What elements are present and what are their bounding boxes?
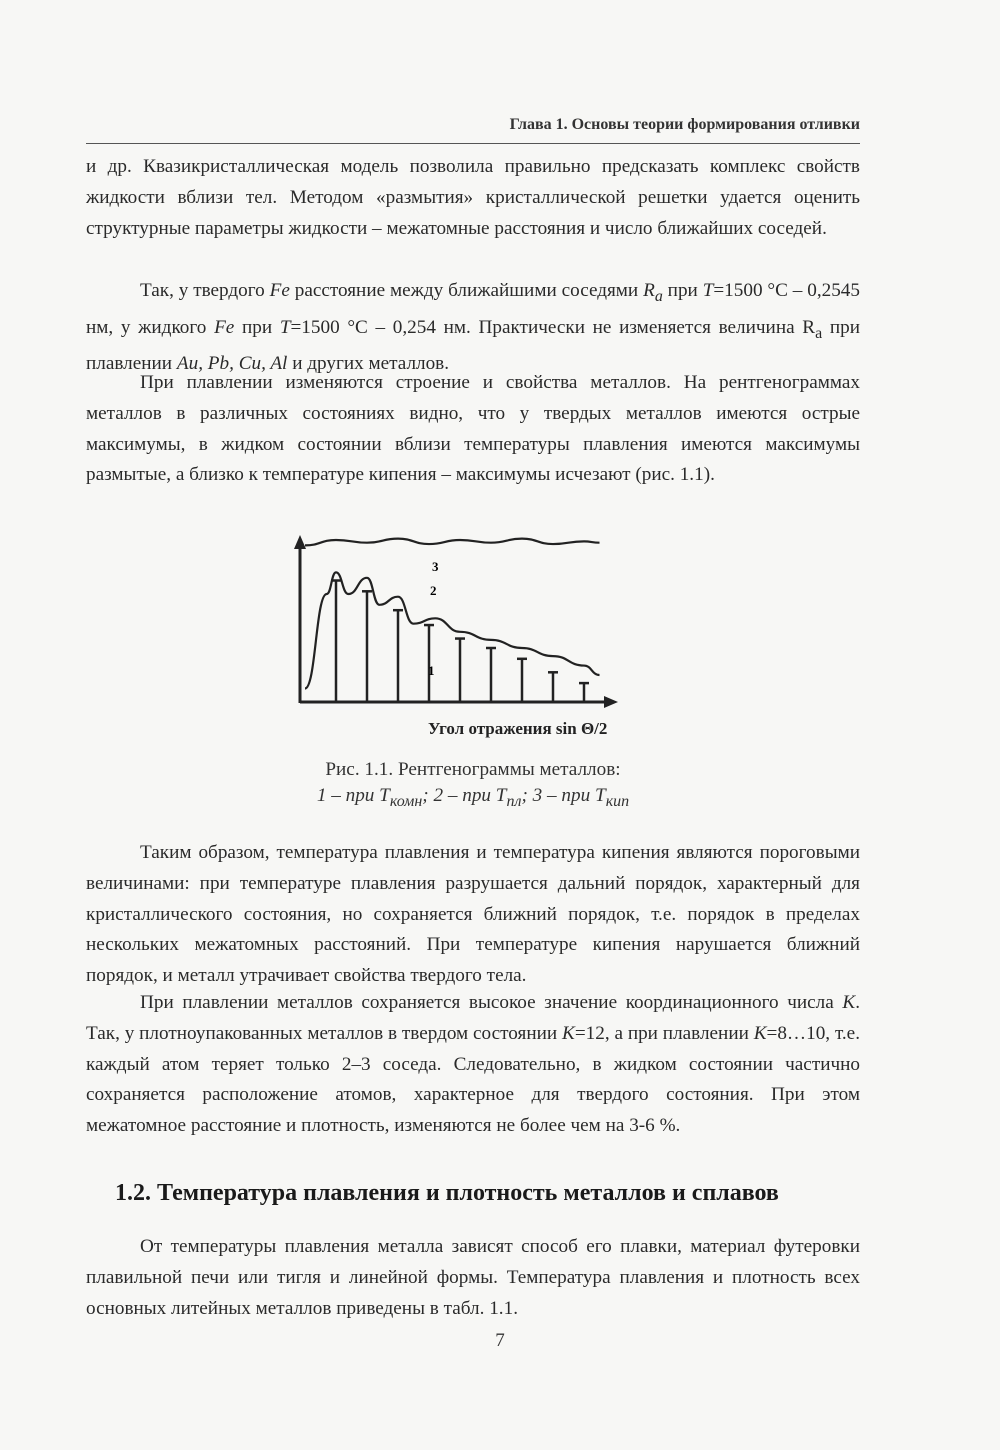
xray-diffraction-figure <box>260 535 680 750</box>
y-axis-arrow <box>294 535 306 549</box>
running-head: Глава 1. Основы теории формирования отливки <box>509 116 860 133</box>
section-heading: 1.2. Температура плавления и плотность металлов и сплавов <box>115 1180 779 1206</box>
header-rule <box>86 143 860 144</box>
series-3-curve <box>305 539 600 546</box>
paragraph-3: При плавлении изменяются строение и свойства металлов. На рентгенограммах металлов в различных состояниях видно, что у твердых металлов имеются острые максимумы, в жидком состоянии вблизи температуры плавления имеются максимумы размытые, а близко к температуре кипения – максимумы исчезают (рис. 1.1). <box>86 372 860 486</box>
paragraph-1: и др. Квазикристаллическая модель позволила правильно предсказать комплекс свойств жидкости вблизи тел. Методом «размытия» кристаллической решетки удается оценить структурные параметры жидкости – межатомные расстояния и число ближайших соседей. <box>86 156 860 239</box>
x-axis-label: Угол отражения sin Θ/2 <box>428 719 608 738</box>
paragraph-5: При плавлении металлов сохраняется высокое значение координационного числа K. Так, у плотноупакованных металлов в твердом состоянии K=12, а при плавлении K=8…10, т.е. каждый атом теряет только 2–3 соседа. Следовательно, в жидком состоянии частично сохраняется расположение атомов, характерное для твердого состояния. При этом межатомное расстояние и плотность, изменяются не более чем на 3-6 %. <box>86 992 860 1137</box>
curve-label-1: 1 <box>428 663 435 678</box>
curve-label-3: 3 <box>432 559 439 574</box>
page-number: 7 <box>495 1330 505 1351</box>
paragraph-4: Таким образом, температура плавления и температура кипения являются пороговыми величинами: при температуре плавления разрушается дальний порядок, характерный для кристаллического состояния, но сохраняется ближний порядок, т.е. порядок в пределах нескольких межатомных расстояний. При температуре кипения нарушается ближний порядок, и металл утрачивает свойства твердого тела. <box>86 842 860 987</box>
paragraph-2: Так, у твердого Fe расстояние между ближайшими соседями $R_a$ при T=1500 °С – 0,2545 нм, у жидкого Fe при T=1500 °С – 0,254 нм. Практически не изменяется величина $R_a$ при плавлении Au, Pb, Cu, Al и других металлов. <box>86 280 860 375</box>
paragraph-6: От температуры плавления металла зависят способ его плавки, материал футеровки плавильной печи или тигля и линейной формы. Температура плавления и плотность всех основных литейных металлов приведены в табл. 1.1. <box>86 1236 860 1319</box>
x-axis-arrow <box>604 696 618 708</box>
figure-caption-legend: 1 – при $T_{комн}$; 2 – при $T_{пл}$; 3 – при $T_{кип}$ <box>316 785 630 810</box>
figure-caption: Рис. 1.1. Рентгенограммы металлов: <box>325 759 621 780</box>
curve-label-2: 2 <box>430 583 437 598</box>
